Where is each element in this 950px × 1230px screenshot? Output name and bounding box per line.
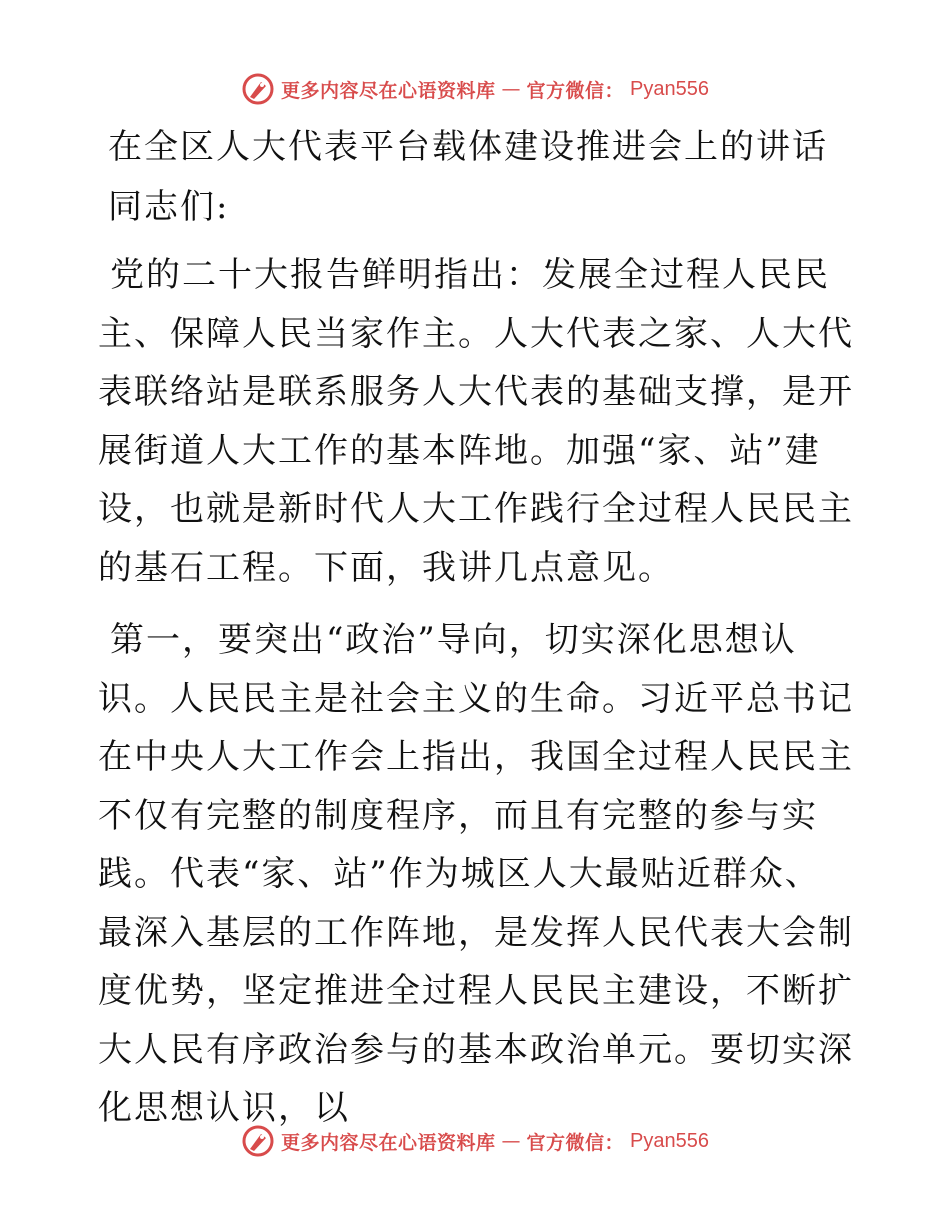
pen-nib-logo-icon	[241, 1124, 275, 1158]
watermark-text: 更多内容尽在心语资料库	[281, 1131, 496, 1154]
watermark-account: Pyan556	[630, 77, 709, 100]
watermark-separator: —	[501, 78, 521, 100]
header-watermark	[0, 72, 950, 106]
watermark-separator: —	[501, 1130, 521, 1152]
footer-watermark	[0, 1124, 950, 1158]
watermark-text: 更多内容尽在心语资料库	[281, 79, 496, 102]
paragraph: 党的二十大报告鲜明指出：发展全过程人民民主、保障人民当家作主。人大代表之家、人大代表联络站是联系服务人大代表的基础支撑，是开展街道人大工作的基本阵地。加强“家、站”建设，也就是新时代人大工作践行全过程人民民主的基石工程。下面，我讲几点意见。	[98, 255, 854, 588]
paragraph: 第一，要突出“政治”导向，切实深化思想认识。人民民主是社会主义的生命。习近平总书记在中央人大工作会上指出，我国全过程人民民主不仅有完整的制度程序，而且有完整的参与实践。代表“家、站”作为城区人大最贴近群众、最深入基层的工作阵地，是发挥人民代表大会制度优势，坚定推进全过程人民民主建设，不断扩大人民有序政治参与的基本政治单元。要切实深化思想认识，以	[98, 620, 854, 1128]
watermark-label: 官方微信：	[526, 79, 625, 102]
watermark-label: 官方微信：	[526, 1131, 625, 1154]
watermark-account: Pyan556	[630, 1129, 709, 1152]
greeting: 同志们:	[108, 187, 230, 227]
document-title: 在全区人大代表平台载体建设推进会上的讲话	[108, 127, 828, 167]
document-body	[98, 122, 854, 1152]
pen-nib-logo-icon	[241, 72, 275, 106]
